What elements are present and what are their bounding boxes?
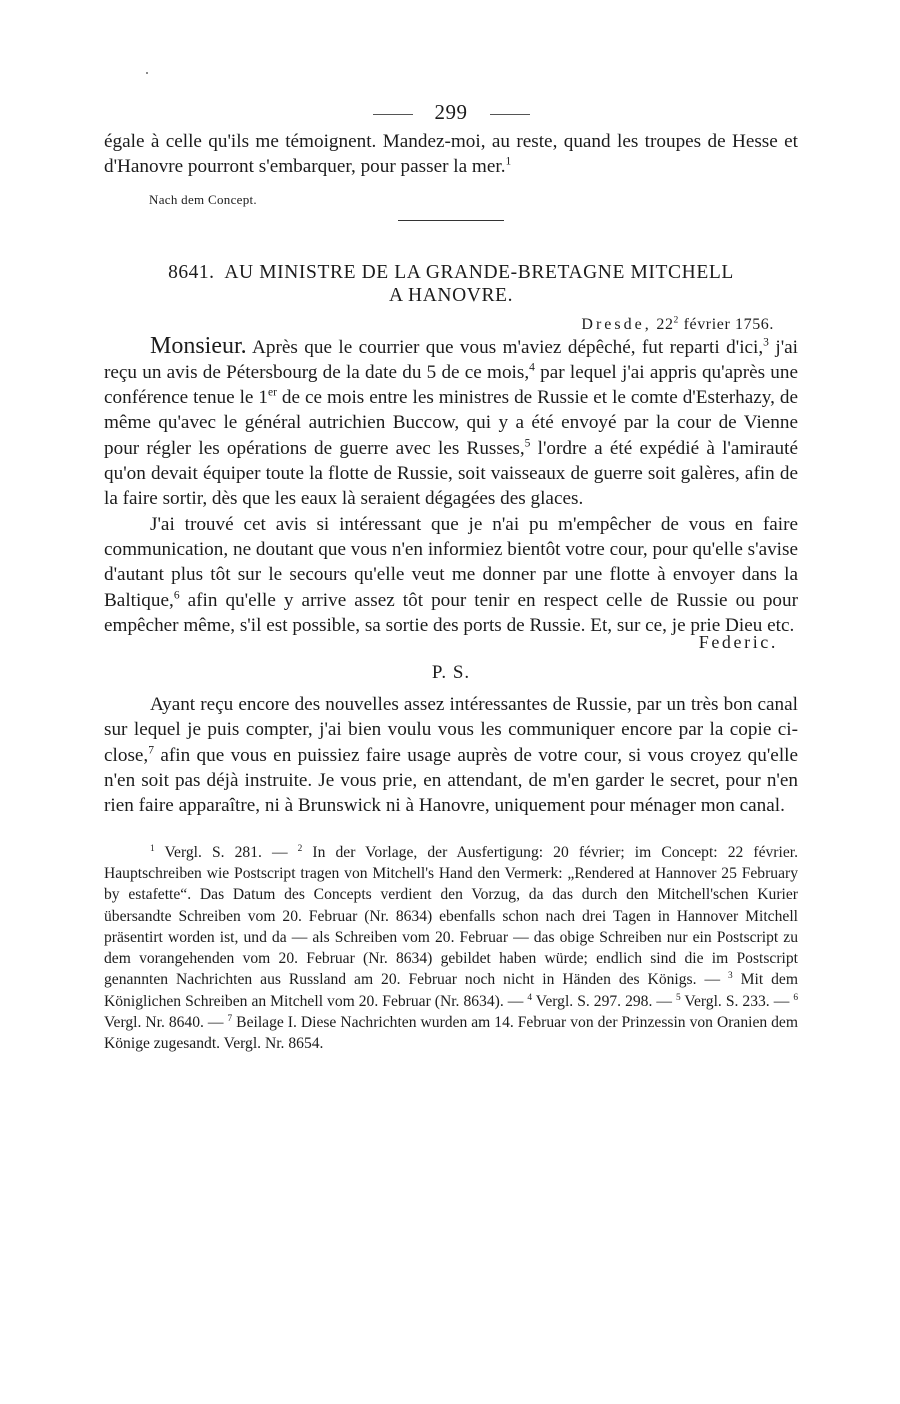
document-title-line2: A HANOVRE. [388, 284, 514, 306]
text-run: l'ordre a été expédié à l'amirauté qu'on devait équiper toute la flotte de Russie, soit vaisseaux de guerre soit galères, afin de la faire sortir, dès que les eaux là seraient dégagées des glaces. [104, 437, 798, 510]
footnote-text: Beilage I. Diese Nachrichten wurden am 14. Februar von der Prinzessin von Oranien dem Könige zugesandt. Vergl. Nr. 8654. [104, 1014, 798, 1053]
footnote-ref: 7 [148, 744, 154, 757]
footnote-number: 6 [793, 992, 799, 1003]
dateline-day: 22 [656, 315, 674, 333]
footnote-number: 2 [297, 843, 303, 854]
footnote-number: 1 [150, 843, 155, 854]
footnote-ref: 2 [673, 314, 679, 326]
postscript-heading: P. S. [431, 662, 471, 684]
text-run: Ayant reçu encore des nouvelles assez intéressantes de Russie, par un très bon canal sur lequel je puis compter, j'ai bien voulu vous les communiquer encore par la copie ci-close, [104, 694, 798, 766]
footnotes [104, 842, 798, 1055]
footnote-ref: 6 [173, 589, 180, 602]
header-rule-left [373, 114, 413, 115]
source-note: Nach dem Concept. [149, 191, 257, 207]
intro-paragraph [104, 129, 798, 180]
signature: Federic. [698, 632, 778, 653]
letter-paragraph-2 [104, 512, 798, 638]
document-number: 8641. [168, 261, 215, 283]
stray-mark [146, 72, 148, 74]
footnote-number: 7 [227, 1013, 233, 1024]
text-run: par lequel j'ai appris qu'après une conférence tenue le 1 [104, 361, 799, 409]
document-heading [104, 261, 798, 307]
intro-text: égale à celle qu'ils me témoignent. Mandez-moi, au reste, quand les troupes de Hesse et d'Hanovre pourront s'embarquer, pour passer la mer. [104, 131, 798, 178]
footnote-ref: 4 [529, 361, 535, 374]
footnote-number: 4 [527, 992, 533, 1003]
footnote-text: Mit dem Königlichen Schreiben an Mitchell vom 20. Februar (Nr. 8634). — [104, 971, 798, 1010]
text-run: j'ai reçu un avis de Pétersbourg de la date du 5 de ce mois, [104, 336, 798, 383]
dateline [104, 316, 774, 334]
text-run: de ce mois entre les ministres de Russie et le comte d'Esterhazy, de même qu'avec le général autrichien Buccow, qui y a été envoyé par la cour de Vienne pour régler les opérations de guerre avec les Russes, [104, 387, 799, 459]
book-page [104, 95, 798, 1055]
footnote-ref: 1 [505, 155, 512, 168]
footnote-text: Vergl. S. 233. — [684, 992, 790, 1010]
section-divider [398, 220, 504, 221]
text-run: afin que vous en puissiez faire usage auprès de votre cour, si vous croyez qu'elle n'en soit pas déjà instruite. Je vous prie, en attendant, de m'en garder le secret, pour n'en rien faire apparaître, ni à Brunswick ni à Hanovre, uniquement pour ménager mon canal. [104, 744, 798, 817]
salutation: Monsieur. [150, 332, 247, 359]
footnote-ref: 3 [763, 336, 769, 349]
dateline-rest: février 1756. [683, 315, 774, 333]
running-header [104, 95, 798, 129]
header-rule-right [490, 114, 530, 115]
footnote-text: Vergl. Nr. 8640. — [104, 1014, 224, 1032]
letter-paragraph-1 [104, 334, 798, 512]
footnote-number: 5 [676, 992, 681, 1003]
footnote-text: Vergl. S. 297. 298. — [535, 992, 672, 1010]
footnote-ref: 5 [524, 437, 531, 450]
text-run: Après que le courrier que vous m'aviez dépêché, fut reparti d'ici, [252, 336, 764, 358]
dateline-place: Dresde, [581, 315, 652, 333]
ordinal-suffix: er [268, 386, 277, 399]
footnote-block [104, 842, 798, 1055]
document-heading-line1 [104, 261, 798, 284]
footnote-text: In der Vorlage, der Ausfertigung: 20 février; im Concept: 22 février. Hauptschreiben wie Postscript tragen von Mitchell's Hand den Vermerk: „Rendered at Hannover 25 February by estafette“. Das Datum des Concepts verdient den Vorzug, da das durch den Mitchell'schen Kurier übersandte Schreiben vom 20. Februar (Nr. 8634) ebenfalls schon nach drei Tagen in Hannover Mitchell präsentirt worden ist, und da — als Schreiben vom 20. Februar — das obige Schreiben nur ein Postscript zu dem vorangehenden vom 20. Februar (Nr. 8634) gebildet haben würde; endlich sind die im Postscript genannten Nachrichten aus Russland am 20. Februar noch nicht in Händen des Königs. — [104, 843, 798, 989]
text-run: J'ai trouvé cet avis si intéressant que je n'ai pu m'empêcher de vous en faire communication, ne doutant que vous n'en informiez bientôt votre cour, pour qu'elle s'avise d'autant plus tôt sur le secours qu'elle veut me donner par une flotte à envoyer dans la Baltique, [104, 513, 798, 611]
postscript-paragraph [104, 692, 798, 818]
document-title-line1: AU MINISTRE DE LA GRANDE-BRETAGNE MITCHELL [224, 261, 734, 283]
page-number: 299 [434, 100, 468, 124]
footnote-number: 3 [728, 971, 733, 982]
text-run: afin qu'elle y arrive assez tôt pour tenir en respect celle de Russie ou pour empêcher même, s'il est possible, sa sortie des ports de Russie. Et, sur ce, je prie Dieu etc. [104, 589, 798, 636]
footnote-text: Vergl. S. 281. — [164, 843, 288, 861]
